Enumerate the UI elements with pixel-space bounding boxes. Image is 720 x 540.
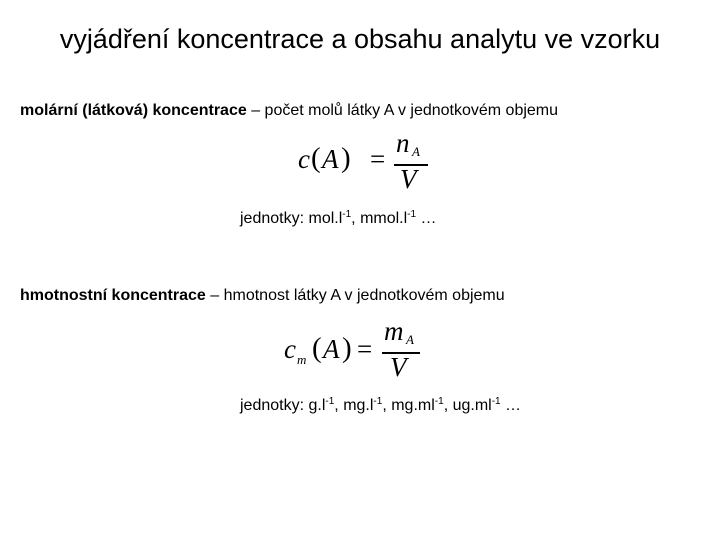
mass-equals: = [357, 334, 373, 364]
mass-formula [282, 314, 432, 386]
molar-lhs-open: ( [311, 142, 321, 174]
mass-unit: $mg.ml^{-1}$, [391, 396, 453, 414]
mass-lhs-open: ( [312, 332, 322, 364]
mass-unit: $mg.l^{-1}$, [343, 396, 392, 414]
molar-term: molární (látková) koncentrace [20, 102, 247, 119]
mass-lhs-subscript: m [297, 352, 307, 367]
mass-denominator: V [390, 352, 407, 382]
mass-numerator-subscript: A [406, 332, 414, 347]
molar-formula [296, 128, 436, 198]
mass-unit: $ug.ml^{-1}$ … [452, 396, 522, 414]
mass-units-label: jednotky: [240, 397, 309, 414]
mass-definition [20, 286, 505, 306]
molar-equals: = [370, 144, 386, 174]
molar-lhs-arg: A [322, 144, 339, 174]
mass-lhs-arg: A [323, 334, 340, 364]
mass-definition-text: – hmotnost látky A v jednotkovém objemu [205, 287, 505, 304]
mass-term: hmotnostní koncentrace [20, 287, 206, 304]
molar-denominator: V [400, 164, 417, 194]
molar-units-label: jednotky: [240, 210, 309, 227]
molar-unit: $mol.l^{-1}$, [308, 209, 361, 227]
molar-units [240, 209, 437, 229]
molar-numerator-symbol: n [396, 128, 410, 158]
slide-title: vyjádření koncentrace a obsahu analytu ve vzorku [59, 24, 661, 54]
mass-numerator-symbol: m [384, 316, 404, 346]
mass-units [240, 396, 521, 416]
mass-lhs-symbol: c [284, 334, 296, 364]
molar-definition [20, 101, 558, 121]
molar-lhs-close: ) [341, 142, 351, 174]
mass-lhs-close: ) [342, 332, 352, 364]
molar-lhs-symbol: c [298, 144, 310, 174]
mass-unit: $g.l^{-1}$, [308, 396, 344, 414]
molar-unit: $mmol.l^{-1}$ … [360, 209, 437, 227]
molar-definition-text: – počet molů látky A v jednotkovém objemu [246, 102, 559, 119]
molar-numerator-subscript: A [412, 144, 420, 159]
